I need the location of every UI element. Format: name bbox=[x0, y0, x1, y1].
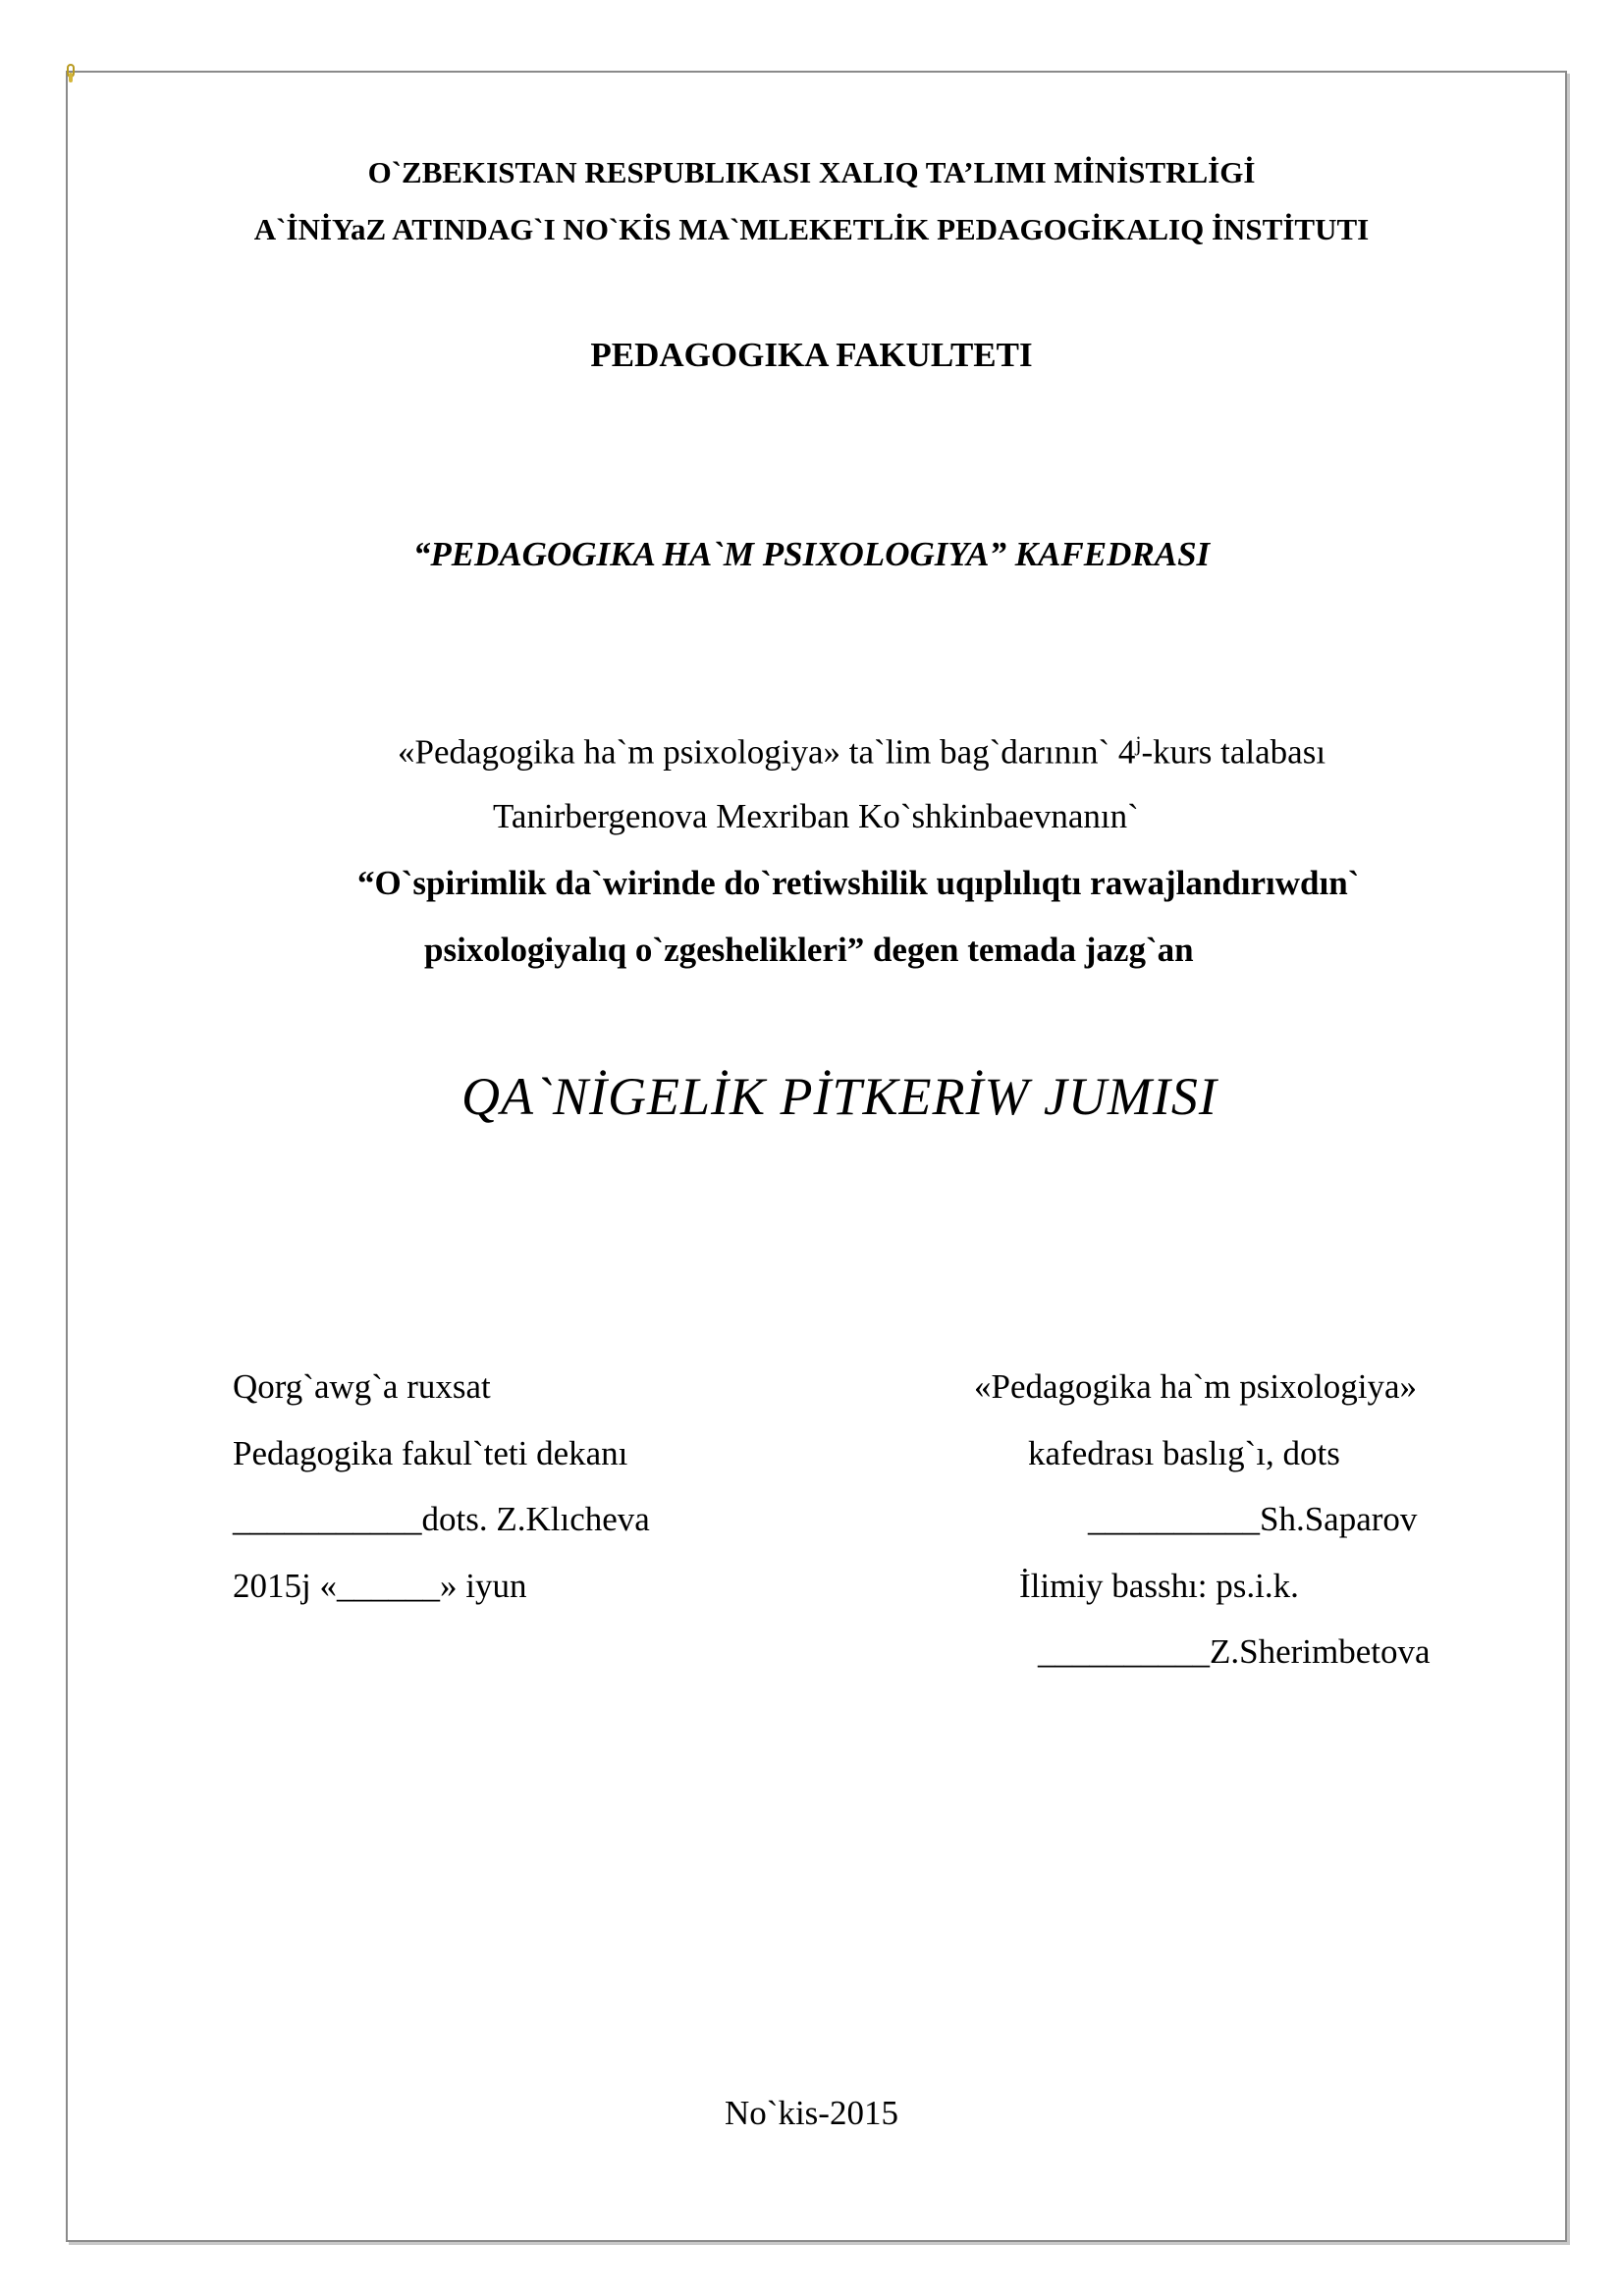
right-signature-line-1: «Pedagogika ha`m psixologiya» bbox=[974, 1367, 1418, 1406]
right-signature-line-2: kafedrası baslıg`ı, dots bbox=[1028, 1434, 1340, 1472]
right-signature-line-3: __________Sh.Saparov bbox=[1088, 1500, 1418, 1538]
intro-line-1-suffix: -kurs talabası bbox=[1141, 732, 1326, 772]
left-signature-line-3: ___________dots. Z.Klıcheva bbox=[233, 1500, 650, 1538]
faculty-heading: PEDAGOGIKA FAKULTETI bbox=[590, 336, 1033, 374]
student-name: Tanirbergenova Mexriban Ko`shkinbaevnanın` bbox=[493, 797, 1139, 835]
institute-heading: A`İNİYaZ ATINDAG`I NO`KİS MA`MLEKETLİK PEDAGOGİKALIQ İNSTİTUTI bbox=[253, 212, 1370, 246]
left-signature-line-1: Qorg`awg`a ruxsat bbox=[233, 1367, 491, 1406]
intro-line-1 bbox=[398, 731, 1325, 773]
intro-line-1-text: «Pedagogika ha`m psixologiya» ta`lim bag`darının` 4 bbox=[398, 732, 1136, 772]
topic-line-1: “O`spirimlik da`wirinde do`retiwshilik uqıplılıqtı rawajlandırıwdın` bbox=[357, 864, 1360, 902]
document-page bbox=[66, 71, 1567, 2242]
ministry-heading: O`ZBEKISTAN RESPUBLIKASI XALIQ TA’LIMI MİNİSTRLİGİ bbox=[367, 155, 1256, 189]
document-title: QA`NİGELİK PİTKERİW JUMISI bbox=[461, 1067, 1217, 1126]
topic-line-2: psixologiyalıq o`zgeshelikleri” degen temada jazg`an bbox=[424, 931, 1194, 969]
left-signature-line-4: 2015j «______» iyun bbox=[233, 1567, 527, 1605]
right-signature-line-4: İlimiy basshı: ps.i.k. bbox=[1019, 1567, 1299, 1605]
paperclip-icon bbox=[65, 63, 77, 84]
left-signature-line-2: Pedagogika fakul`teti dekanı bbox=[233, 1434, 628, 1472]
intro-superscript: j bbox=[1135, 731, 1142, 756]
right-signature-line-5: __________Z.Sherimbetova bbox=[1038, 1632, 1431, 1671]
department-heading: “PEDAGOGIKA HA`M PSIXOLOGIYA” KAFEDRASI bbox=[412, 535, 1211, 573]
city-year: No`kis-2015 bbox=[725, 2094, 898, 2132]
